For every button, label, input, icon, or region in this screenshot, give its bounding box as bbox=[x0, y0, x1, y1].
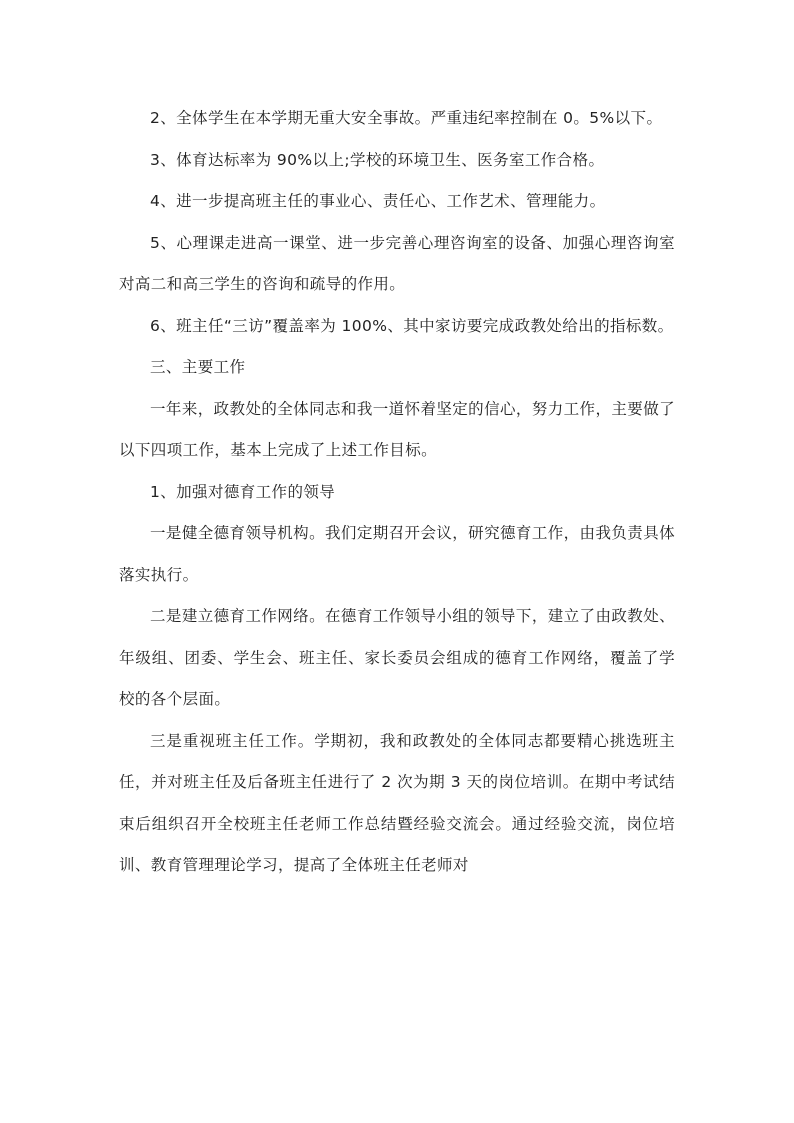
goal-item-2: 2、全体学生在本学期无重大安全事故。严重违纪率控制在 0。5%以下。 bbox=[150, 109, 663, 127]
paragraph-leadership-organization: 一是健全德育领导机构。我们定期召开会议，研究德育工作，由我负责具体落实执行。 bbox=[119, 524, 675, 584]
intro-paragraph: 一年来，政教处的全体同志和我一道怀着坚定的信心，努力工作，主要做了以下四项工作，基本上完成了上述工作目标。 bbox=[119, 399, 675, 459]
goal-item-5: 5、心理课走进高一课堂、进一步完善心理咨询室的设备、加强心理咨询室对高二和高三学生的咨询和疏导的作用。 bbox=[119, 233, 675, 293]
section-heading-main-work: 三、主要工作 bbox=[150, 358, 246, 376]
document-body bbox=[119, 98, 675, 887]
paragraph-network: 二是建立德育工作网络。在德育工作领导小组的领导下，建立了由政教处、年级组、团委、学生会、班主任、家长委员会组成的德育工作网络，覆盖了学校的各个层面。 bbox=[119, 607, 675, 708]
goal-item-6: 6、班主任“三访”覆盖率为 100%、其中家访要完成政教处给出的指标数。 bbox=[150, 316, 674, 335]
goal-item-4: 4、进一步提高班主任的事业心、责任心、工作艺术、管理能力。 bbox=[150, 192, 606, 210]
subheading-moral-education-leadership: 1、加强对德育工作的领导 bbox=[150, 482, 336, 501]
goal-item-3: 3、体育达标率为 90%以上;学校的环境卫生、医务室工作合格。 bbox=[150, 150, 605, 169]
paragraph-head-teacher-work: 三是重视班主任工作。学期初，我和政教处的全体同志都要精心挑选班主任，并对班主任及后备班主任进行了 2 次为期 3 天的岗位培训。在期中考试结束后组织召开全校班主任老师工作总结暨经验交流会。通过经验交流，岗位培训、教育管理理论学习，提高了全体班主任老师对 bbox=[119, 731, 675, 874]
